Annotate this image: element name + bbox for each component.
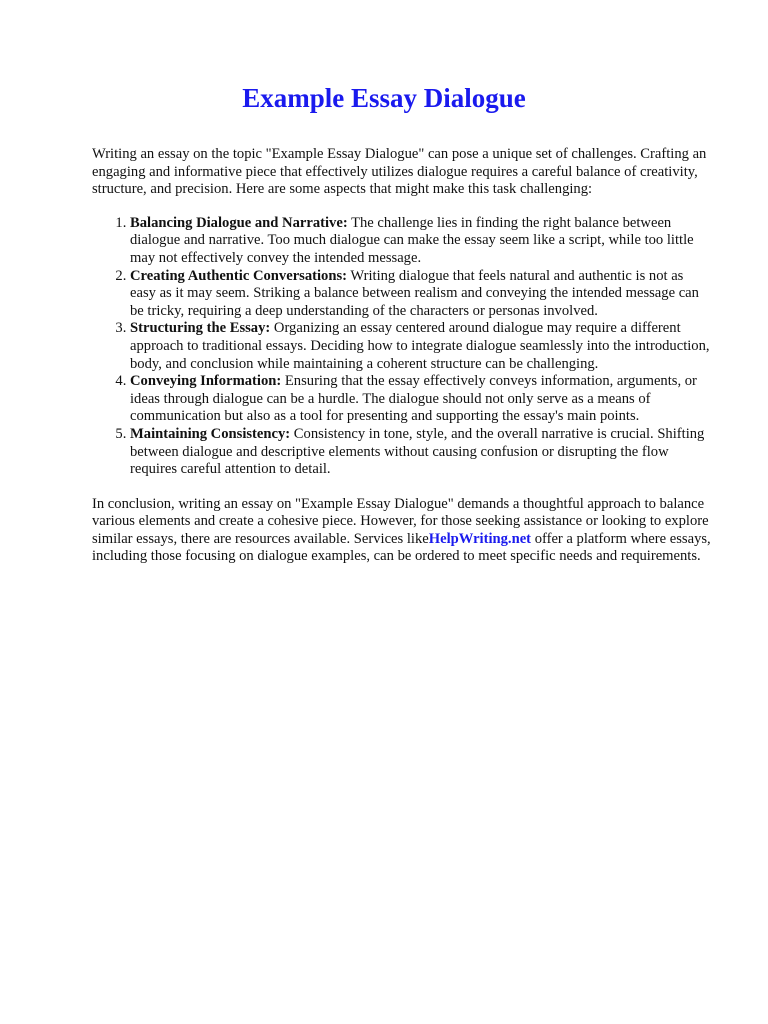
list-item <box>130 215 712 268</box>
list-item-text: Consistency in tone, style, and the overall narrative is crucial. Shifting between dialogue and descriptive elements without causing confusion or disrupting the flow requires careful attention to detail. <box>130 425 705 478</box>
helpwriting-link[interactable]: HelpWriting.net <box>428 530 532 547</box>
list-item-text: Organizing an essay centered around dialogue may require a different approach to traditional essays. Deciding how to integrate dialogue seamlessly into the introduction, body, and conclusion while maintaining a coherent structure can be challenging. <box>130 320 710 372</box>
list-item-text: Ensuring that the essay effectively conveys information, arguments, or ideas through dialogue can be a hurdle. The dialogue should not only serve as a means of communication but also as a tool for presenting and supporting the essay's main points. <box>130 373 697 425</box>
list-item-heading: Balancing Dialogue and Narrative: <box>130 214 348 231</box>
conclusion-text-after: offer a platform where essays, including those focusing on dialogue examples, can be ordered to meet specific needs and requirements. <box>92 530 711 565</box>
list-item-heading: Maintaining Consistency: <box>130 425 291 442</box>
intro-paragraph: Writing an essay on the topic "Example Essay Dialogue" can pose a unique set of challenges. Crafting an engaging and informative piece that effectively utilizes dialogue requires a careful balance of creativity, structure, and precision. Here are some aspects that might make this task challenging: <box>92 146 707 198</box>
conclusion-text-before: In conclusion, writing an essay on "Example Essay Dialogue" demands a thoughtful approach to balance various elements and create a cohesive piece. However, for those seeking assistance or looking to explore similar essays, there are resources available. Services like <box>92 495 709 547</box>
list-item <box>130 426 712 479</box>
list-item-heading: Structuring the Essay: <box>130 320 271 337</box>
list-item-heading: Creating Authentic Conversations: <box>130 267 348 284</box>
list-item-text: Writing dialogue that feels natural and authentic is not as easy as it may seem. Striking a balance between realism and conveying the intended message can be tricky, requiring a deep understanding of the characters or personas involved. <box>130 267 699 319</box>
list-item <box>130 320 712 373</box>
list-item-heading: Conveying Information: <box>130 373 282 390</box>
list-item <box>130 373 712 426</box>
list-item <box>130 268 712 321</box>
challenges-list <box>92 215 712 479</box>
document-title: Example Essay Dialogue <box>242 83 526 113</box>
conclusion-paragraph <box>92 496 712 566</box>
list-item-text: The challenge lies in finding the right balance between dialogue and narrative. Too much dialogue can make the essay seem like a script, while too little may not effectively convey the intended message. <box>130 214 694 266</box>
